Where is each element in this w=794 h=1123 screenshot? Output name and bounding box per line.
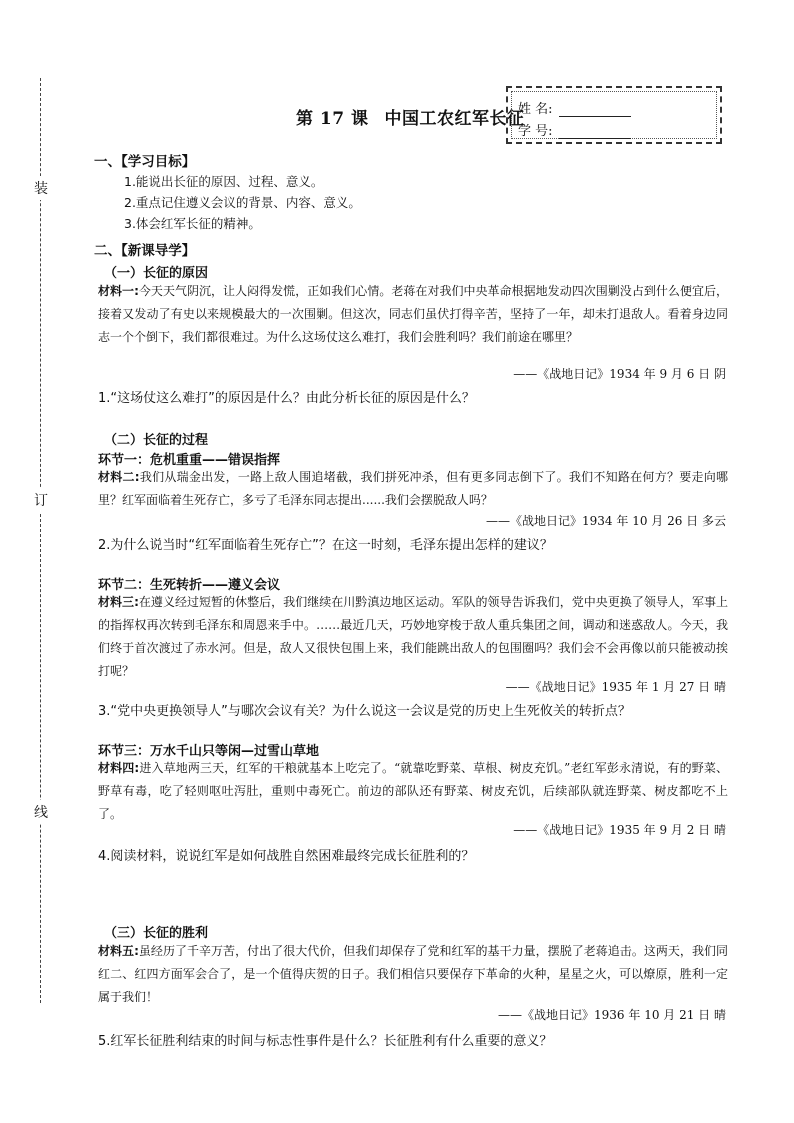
binding-label-ding: 订 xyxy=(33,488,49,512)
material-4-label: 材料四: xyxy=(98,761,140,775)
material-2-label: 材料二: xyxy=(98,470,140,484)
objective-item: 2.重点记住遵义会议的背景、内容、意义。 xyxy=(124,195,361,210)
id-label: 学 号: xyxy=(518,124,553,139)
material-5 xyxy=(98,940,728,1009)
id-row xyxy=(518,120,631,139)
part3-title: （三）长征的胜利 xyxy=(104,926,209,941)
material-5-source: ——《战地日记》1936 年 10 月 21 日 晴 xyxy=(498,1008,726,1022)
material-3-text: 在遵义经过短暂的休整后，我们继续在川黔滇边地区运动。军队的领导告诉我们，党中央更换了领导人，军事上的指挥权再次转到毛泽东和周恩来手中。……最近几天，巧妙地穿梭于敌人重兵集团之间，调动和迷惑敌人。今天，我们终于首次渡过了赤水河。但是，敌人又很快包围上来，我们能跳出敌人的包围圈吗？我们会不会再像以前只能被动挨打呢？ xyxy=(98,595,728,678)
name-field[interactable] xyxy=(559,104,631,117)
material-5-label: 材料五: xyxy=(98,944,139,958)
id-field[interactable] xyxy=(559,126,631,139)
material-1-text: 今天天气阴沉，让人闷得发慌，正如我们心情。老蒋在对我们中央革命根据地发动四次围剿没占到什么便宜后，接着又发动了有史以来规模最大的一次围剿。但这次，同志们虽伏打得辛苦，坚持了一年，却未打退敌人。看着身边同志一个个倒下，我们都很难过。为什么这场仗这么难打，我们会胜利吗？我们前途在哪里？ xyxy=(98,284,728,344)
question-4: 4.阅读材料，说说红军是如何战胜自然困难最终完成长征胜利的？ xyxy=(98,849,475,864)
objectives-heading: 一、【学习目标】 xyxy=(94,154,196,170)
question-1: 1.“这场仗这么难打”的原因是什么？由此分析长征的原因是什么？ xyxy=(98,391,475,406)
binding-label-zhuang: 装 xyxy=(33,176,49,200)
step2-title: 环节二：生死转折——遵义会议 xyxy=(98,578,281,593)
material-2-text: 我们从瑞金出发，一路上敌人围追堵截，我们拼死冲杀，但有更多同志倒下了。我们不知路在何方？要走向哪里？红军面临着生死存亡，多亏了毛泽东同志提出......我们会摆脱敌人吗？ xyxy=(98,470,728,507)
material-4-source: ——《战地日记》1935 年 9 月 2 日 晴 xyxy=(513,823,726,837)
binding-label-xian: 线 xyxy=(33,800,49,824)
material-2 xyxy=(98,466,728,512)
step3-title: 环节三：万水千山只等闲—过雪山草地 xyxy=(98,744,320,759)
objective-item: 3.体会红军长征的精神。 xyxy=(124,216,261,231)
binding-dashed-line xyxy=(40,78,41,1003)
material-3-label: 材料三: xyxy=(98,595,139,609)
objective-item: 1.能说出长征的原因、过程、意义。 xyxy=(124,174,324,189)
lesson-title: 中国工农红军长征 xyxy=(384,109,525,129)
material-3-source: ——《战地日记》1935 年 1 月 27 日 晴 xyxy=(505,680,726,694)
question-2: 2.为什么说当时“红军面临着生死存亡”？在这一时刻，毛泽东提出怎样的建议？ xyxy=(98,538,553,553)
material-4 xyxy=(98,757,728,826)
question-3: 3.“党中央更换领导人”与哪次会议有关？为什么说这一会议是党的历史上生死攸关的转折点？ xyxy=(98,704,631,719)
lesson-number: 第 17 课 xyxy=(296,109,369,129)
guide-heading: 二、【新课导学】 xyxy=(94,243,196,259)
question-5: 5.红军长征胜利结束的时间与标志性事件是什么？长征胜利有什么重要的意义？ xyxy=(98,1034,553,1049)
step1-title: 环节一：危机重重——错误指挥 xyxy=(98,453,281,468)
material-1-source: ——《战地日记》1934 年 9 月 6 日 阴 xyxy=(513,367,726,381)
student-info-box xyxy=(506,86,722,144)
material-2-source: ——《战地日记》1934 年 10 月 26 日 多云 xyxy=(486,514,726,528)
material-1-label: 材料一: xyxy=(98,284,139,298)
part1-title: （一）长征的原因 xyxy=(104,266,209,281)
part2-title: （二）长征的过程 xyxy=(104,433,209,448)
material-1 xyxy=(98,280,728,349)
material-3 xyxy=(98,591,728,683)
page-title xyxy=(296,104,525,129)
material-4-text: 进入草地两三天，红军的干粮就基本上吃完了。“就靠吃野菜、草根、树皮充饥。”老红军彭永清说，有的野菜、野草有毒，吃了轻则呕吐泻肚，重则中毒死亡。前边的部队还有野菜、树皮充饥，后续部队就连野菜、树皮都吃不上了。 xyxy=(98,761,728,821)
material-5-text: 虽经历了千辛万苦，付出了很大代价，但我们却保存了党和红军的基干力量，摆脱了老蒋追击。这两天，我们同红二、红四方面军会合了，是一个值得庆贺的日子。我们相信只要保存下革命的火种，星星之火，可以燎原，胜利一定属于我们！ xyxy=(98,944,728,1004)
name-label: 姓 名: xyxy=(518,102,553,117)
name-row xyxy=(518,98,631,117)
